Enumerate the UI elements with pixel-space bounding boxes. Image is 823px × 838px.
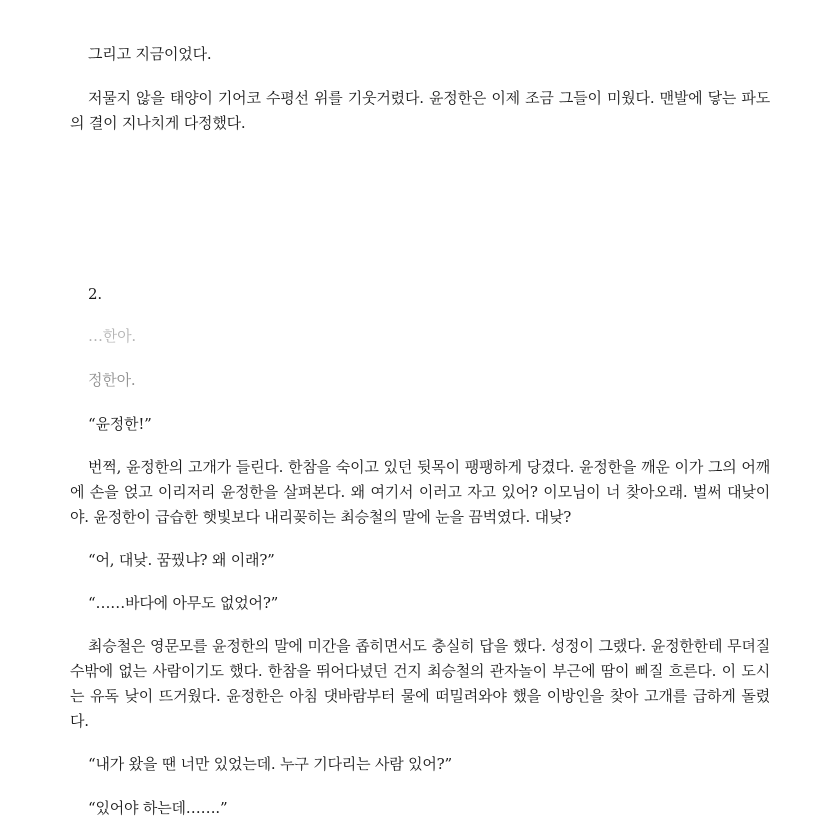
dialogue-line: “내가 왔을 땐 너만 있었는데. 누구 기다리는 사람 있어?” [88, 755, 452, 773]
faded-voice-line: …한아. [88, 327, 136, 345]
section-number: 2. [88, 285, 102, 303]
faded-voice-line: 정한아. [88, 371, 136, 389]
dialogue-line: “어, 대낮. 꿈꿨냐? 왜 이래?” [88, 551, 275, 569]
paragraph: 저물지 않을 태양이 기어코 수평선 위를 기웃거렸다. 윤정한은 이제 조금 그들이 미웠다. 맨발에 닿는 파도의 결이 지나치게 다정했다. [70, 89, 770, 132]
paragraph: 최승철은 영문모를 윤정한의 말에 미간을 좁히면서도 충실히 답을 했다. 성정이 그랬다. 윤정한한테 무뎌질 수밖에 없는 사람이기도 했다. 한참을 뛰어다녔던 건지 최승철의 관자놀이 부근에 땀이 삐질 흐른다. 이 도시는 유독 낮이 뜨거웠다. 윤정한은 아침 댓바람부터 물에 떠밀려와야 했을 이방인을 찾아 고개를 급하게 돌렸다. [70, 637, 770, 730]
dialogue-line: “윤정한!” [88, 415, 152, 433]
paragraph: 그리고 지금이었다. [88, 45, 212, 63]
dialogue-line: “있어야 하는데…….” [88, 799, 228, 817]
dialogue-line: “……바다에 아무도 없었어?” [88, 594, 279, 612]
paragraph: 번쩍, 윤정한의 고개가 들린다. 한참을 숙이고 있던 뒷목이 팽팽하게 당겼다. 윤정한을 깨운 이가 그의 어깨에 손을 얹고 이리저리 윤정한을 살펴본다. 왜 여기서 이러고 자고 있어? 이모님이 너 찾아오래. 벌써 대낮이야. 윤정한이 급습한 햇빛보다 내리꽂히는 최승철의 말에 눈을 끔벅였다. 대낮? [70, 458, 770, 526]
